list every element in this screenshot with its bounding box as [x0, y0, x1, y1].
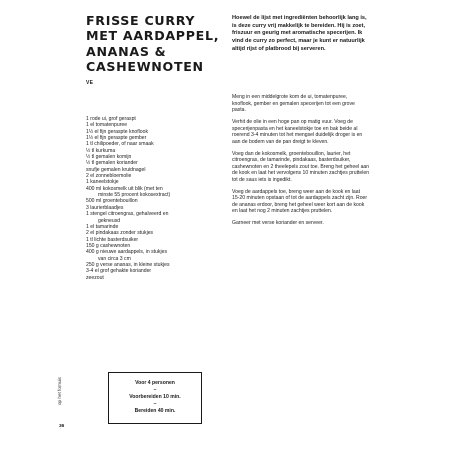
prep-time-label: Voorbereiden 10 min. — [129, 394, 181, 400]
ingredient-item: 1 el tomatenpuree — [86, 122, 128, 129]
method-line: Voeg de aardappels toe, breng weer aan de kook en laat — [232, 188, 361, 195]
method-step — [232, 189, 396, 215]
intro-line: altijd rijst of platbrood bij serveren. — [232, 45, 326, 52]
ingredient-list — [86, 116, 202, 281]
method-line: specerijenpasta en het kaneelstokje toe en bak beide al — [232, 125, 358, 132]
servings-label: Voor 4 personen — [135, 380, 175, 386]
method-line: aan de bodem van de pan dreigt te kleven. — [232, 138, 329, 145]
method-step — [232, 119, 396, 145]
ingredient-item: ½ tl kurkuma — [86, 147, 116, 154]
method-step — [232, 151, 396, 184]
ingredient-item: 400 ml kokosmelk uit blik (met ten — [86, 185, 163, 192]
ingredient-item: 500 ml groentebouillon — [86, 198, 138, 205]
cook-time-label: Bereiden 40 min. — [134, 408, 176, 414]
ingredient-item-continued: van circa 3 cm — [98, 255, 131, 262]
intro-line: friszuur en geurig met aromatische specerijen. Ik — [232, 30, 363, 37]
method-step — [232, 94, 396, 114]
ingredient-item: 250 g verse ananas, in kleine stukjes — [86, 261, 170, 268]
method-line: 15-20 minuten opstaan of tot de aardappels zacht zijn. Roer — [232, 195, 368, 202]
recipe-intro — [232, 15, 392, 54]
ingredient-item: 1 el tamarinde — [86, 223, 119, 230]
ingredient-item: 1 rode ui, grof geraspt — [86, 116, 136, 122]
ingredient-item: ½ tl gemalen komijn — [86, 154, 132, 161]
method-line: roerend 3-4 minuten tot het mengsel duidelijk droger is en — [232, 132, 363, 139]
ingredient-item-continued: minste 55 procent kokosextract) — [98, 192, 171, 199]
ingredient-item: snufje gemalen kruidnagel — [86, 166, 146, 173]
method-line: citroengras, de tamarinde, pindakaas, basterdsuiker, — [232, 157, 351, 164]
ingredient-item: 150 g cashewnoten — [86, 242, 131, 249]
method-line: de ananas erdoor, breng het geheel weer kort aan de kook — [232, 201, 365, 208]
ingredient-item: 1 kaneelstokje — [86, 179, 119, 186]
method-line: en laat het nog 2 minuten zachtjes pruttelen. — [232, 208, 333, 215]
ingredient-item: 3 laurierblaadjes — [86, 204, 124, 211]
info-separator: – — [153, 387, 157, 393]
method-line: cashewnoten en 2 theelepels zout toe. Breng het geheel aan — [232, 163, 370, 170]
method-line: de kook en laat het vervolgens 10 minuten zachtjes pruttelen — [232, 170, 370, 177]
ingredient-item: 1 tl chilipoeder, of naar smaak — [86, 141, 154, 148]
recipe-title-line: CASHEWNOTEN — [86, 59, 204, 75]
page-number: 36 — [59, 424, 65, 429]
recipe-title-line: ANANAS & — [86, 43, 167, 59]
method-line: Garneer met verse koriander en serveer. — [232, 220, 324, 227]
method-step — [232, 220, 396, 227]
ingredient-item: 1½ el fijn geraspte knoflook — [86, 128, 149, 135]
intro-line: is deze curry vrij makkelijk te bereiden. Hij is zoet, — [232, 22, 366, 29]
vegan-tag: VE — [86, 80, 94, 86]
method-line: knoflook, gember en gemalen specerijen tot een grove — [232, 100, 355, 107]
method-line: pasta. — [232, 107, 246, 113]
ingredient-item: 400 g nieuwe aardappels, in stukjes — [86, 249, 167, 256]
ingredient-item: zeezout — [86, 274, 104, 281]
ingredient-item: 2 el zonnebloemolie — [86, 173, 132, 180]
method-line: Verhit de olie in een hoge pan op matig vuur. Voeg de — [232, 119, 353, 126]
ingredient-item: 1 stengel citroengras, gehalveerd en — [86, 211, 169, 218]
ingredient-item: ½ tl gemalen koriander — [86, 160, 138, 167]
method-line: Voeg dan de kokosmelk, groentebouillon, laurier, het — [232, 150, 351, 157]
recipe-title-line: FRISSE CURRY — [86, 13, 196, 28]
intro-line: Hoewel de lijst met ingrediënten behoorlijk lang is, — [232, 15, 367, 21]
info-separator: – — [153, 401, 157, 407]
intro-line: vind de curry zo perfect, maar je kunt er natuurlijk — [232, 38, 365, 45]
method-line: tot de saus iets is ingedikt. — [232, 176, 292, 183]
method-steps — [232, 94, 396, 232]
ingredient-item-continued: gekneusd — [98, 217, 121, 224]
method-line: Meng in een middelgrote kom de ui, tomatenpuree, — [232, 94, 348, 100]
chapter-label: op het fornuis — [57, 377, 62, 405]
ingredient-item: 1½ el fijn geraspte gember — [86, 135, 147, 142]
ingredient-item: 1 tl lichte basterdsuiker — [86, 236, 139, 243]
recipe-title-line: MET AARDAPPEL, — [86, 28, 220, 44]
recipe-title — [86, 13, 220, 75]
ingredient-item: 3-4 el grof gehakte koriander — [86, 268, 152, 275]
ingredient-item: 2 el pindakaas zonder stukjes — [86, 230, 154, 237]
recipe-info-box — [108, 372, 202, 424]
